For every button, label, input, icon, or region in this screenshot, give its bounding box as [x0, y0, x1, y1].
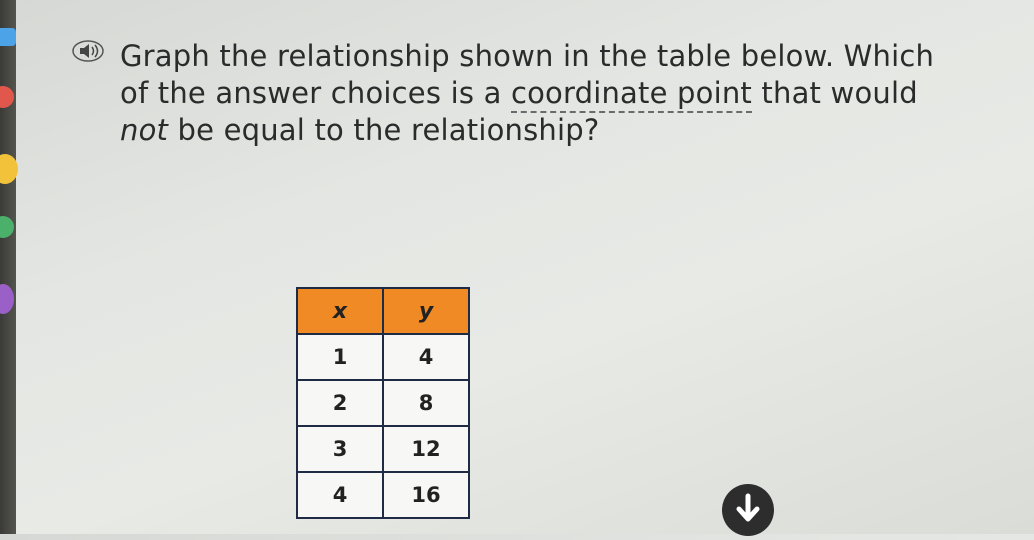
table-row	[297, 334, 469, 380]
question-line-2-start: of the answer choices is a	[120, 76, 511, 110]
coordinate-point-term[interactable]: coordinate point	[511, 76, 752, 113]
table-cell-x: 3	[297, 426, 383, 472]
left-tool-rail	[0, 0, 16, 534]
red-marker[interactable]	[0, 86, 14, 108]
column-header-x: x	[297, 288, 383, 334]
table-cell-x: 4	[297, 472, 383, 518]
table-row	[297, 380, 469, 426]
question-line-3	[120, 112, 990, 149]
green-marker[interactable]	[0, 216, 14, 238]
table-row	[297, 472, 469, 518]
question-line-2	[120, 75, 990, 112]
table-cell-x: 2	[297, 380, 383, 426]
table-cell-y: 12	[383, 426, 469, 472]
table-cell-y: 8	[383, 380, 469, 426]
arrow-down-icon	[722, 484, 774, 536]
emphasis-not: not	[120, 113, 169, 147]
question-line-1: Graph the relationship shown in the table below. Which	[120, 39, 935, 73]
purple-marker[interactable]	[0, 284, 14, 314]
yellow-marker[interactable]	[0, 154, 18, 184]
question-text	[120, 38, 990, 149]
menu-marker[interactable]	[0, 28, 16, 46]
table-row	[297, 426, 469, 472]
table-cell-y: 4	[383, 334, 469, 380]
xy-table	[296, 287, 470, 519]
speaker-icon[interactable]	[72, 40, 104, 62]
table-header-row	[297, 288, 469, 334]
table-cell-y: 16	[383, 472, 469, 518]
column-header-y: y	[383, 288, 469, 334]
table-cell-x: 1	[297, 334, 383, 380]
question-line-2-end: that would	[752, 76, 918, 110]
scroll-down-button[interactable]	[722, 484, 774, 536]
question-line-3-rest: be equal to the relationship?	[168, 113, 600, 147]
